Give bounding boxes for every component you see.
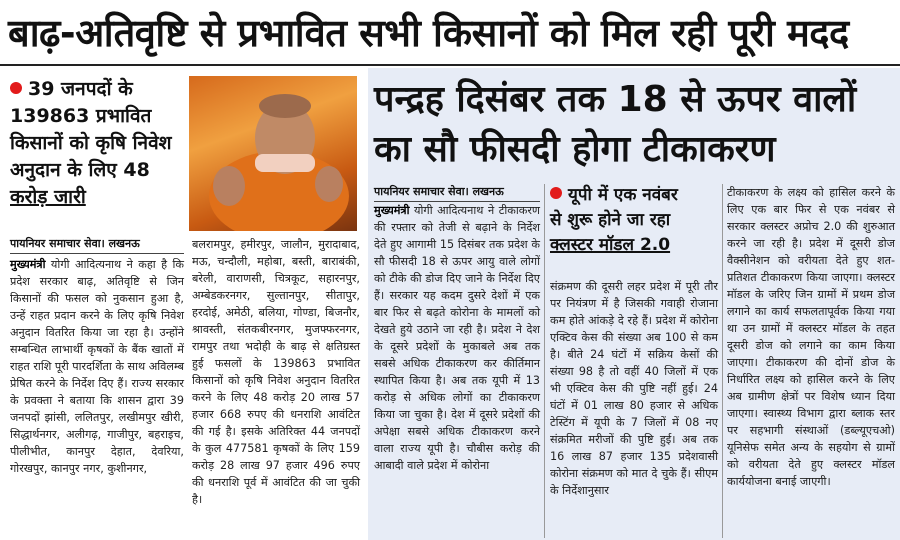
left-byline: पायनियर समाचार सेवा। लखनऊ bbox=[10, 236, 184, 254]
right-byline: पायनियर समाचार सेवा। लखनऊ bbox=[374, 184, 540, 202]
left-story-headline bbox=[10, 76, 184, 211]
right-subheadline bbox=[550, 183, 720, 258]
left-head-line-4: अनुदान के लिए 48 bbox=[10, 159, 150, 181]
bullet-icon bbox=[10, 82, 22, 94]
right-head-line-1: पन्द्रह दिसंबर तक 18 से ऊपर वालों bbox=[374, 79, 857, 120]
column-divider bbox=[544, 184, 545, 538]
right-col-2: संक्रमण की दूसरी लहर प्रदेश में पूरी तौर पर नियंत्रण में है जिसकी गवाही रोजाना कम होते आंकड़े दे रहे हैं। प्रदेश में कोरोना एक्टिव केस की संख्या अब 100 से कम है। बीते 24 घंटों में सक्रिय केसों की संख्या 98 है तो वहीं 40 जिलों में एक भी एक्टिव केस की पुष्टि नहीं हुई। 24 घंटों में 01 लाख 80 हजार से अधिक टेस्टिंग में यूपी के 7 जिलों में 08 नए संक्रमित मरीजों की पुष्टि हुई। अब तक 16 लाख 87 हजार 135 प्रदेशवासी कोरोना संक्रमण को मात दे चुके हैं। सीएम के निर्देशानुसार bbox=[550, 280, 718, 497]
left-col-2: बलरामपुर, हमीरपुर, जालौन, मुरादाबाद, मऊ, चन्दौली, महोबा, बस्ती, बाराबंकी, बरेली, वाराणसी, चित्रकूट, सहारनपुर, अम्बेडकरनगर, सुल्तानपुर, सीतापुर, हरदोई, अमेठी, बलिया, गोण्डा, बिजनौर, श्रावस्ती, संतकबीरनगर, मुजफ्फरनगर, रामपुर तथा भदोही के बाढ़ से क्षतिग्रस्त हुई फसलों के 139863 प्रभावित किसानों को कृषि निवेश अनुदान वितरित करने के लिए 48 करोड़ 20 लाख 57 हजार 668 रुपए की धनराशि आवंटित की गई है। इसके अतिरिक्त 44 जनपदों के कुल 477581 कृषकों के लिए 159 करोड़ 28 लाख 97 हजार 496 रुपए की धनराशि पूर्व में आवंटित की जा चुकी है। bbox=[192, 238, 360, 506]
right-story-headline bbox=[374, 75, 894, 175]
left-col1-text: योगी आदित्यनाथ ने कहा है कि प्रदेश सरकार बाढ़, अतिवृष्टि से जिन किसानों की फसल को नुकसान हुआ है, उन्हें राहत प्रदान करने के लिए कृषि निवेश अनुदान वितरित किया जा रहा है। उन्होंने सम्बन्धित लाभार्थी कृषकों के बैंक खातों में राहत राशि पूरी पारदर्शिता के साथ अविलम्ब प्रेषित करने के निर्देश दिए हैं। राज्य सरकार के प्रवक्ता ने बताया कि शासन द्वारा 39 जनपदों झांसी, ललितपुर, लखीमपुर खीरी, सिद्धार्थनगर, अलीगढ़, गाजीपुर, बहराइच, पीलीभीत, कानपुर देहात, देवरिया, गोरखपुर, कानपुर नगर, कुशीनगर, bbox=[10, 258, 184, 475]
right-head-line-2: का सौ फीसदी होगा टीकाकरण bbox=[374, 129, 776, 170]
page-headline: बाढ़-अतिवृष्टि से प्रभावित सभी किसानों को मिल रही पूरी मदद bbox=[8, 11, 849, 55]
right-col-1 bbox=[374, 202, 540, 474]
left-head-line-2: 139863 प्रभावित bbox=[10, 105, 152, 127]
left-head-line-1: 39 जनपदों के bbox=[10, 76, 184, 103]
left-col-1 bbox=[10, 256, 184, 477]
right-col1-text: योगी आदित्यनाथ ने टीकाकरण की रफ्तार को तेजी से बढ़ाने के निर्देश देते हुए आगामी 15 दिसंबर तक प्रदेश के सौ फीसदी 18 से ऊपर आयु वाले लोगों को टीके की डोज दिए जाने के निर्देश दिए हैं। सरकार यह कदम दुसरे देशों में एक बार फिर से बढ़ते कोरोना के मामलों को देखते हुये उठाने जा रही है। प्रदेश ने देश के दूसरे प्रदेशों के मुकाबले अब तक सबसे अधिक टीकाकरण कर कीर्तिमान स्थापित किया है। अब तक यूपी में 13 करोड़ से अधिक लोगों का टीकाकरण किया जा चुका है। देश में दूसरे प्रदेशों की अपेक्षा सबसे अधिक टीकाकरण करने वाला राज्य यूपी है। चौबीस करोड़ की आबादी वाले प्रदेश में कोरोना bbox=[374, 204, 540, 472]
subhead-line-3: क्लस्टर मॉडल 2.0 bbox=[550, 235, 671, 255]
person-photo-icon bbox=[189, 76, 357, 231]
left-head-line-5: करोड़ जारी bbox=[10, 186, 86, 208]
subhead-line-2: से शुरू होने जा रहा bbox=[550, 210, 671, 230]
left-col1-lead: मुख्यमंत्री bbox=[10, 258, 46, 271]
subhead-line-1: यूपी में एक नवंबर bbox=[550, 183, 720, 208]
right-col-3: टीकाकरण के लक्ष्य को हासिल करने के लिए एक बार फिर से एक नवंबर से सरकार क्लस्टर अप्रोच 2.0 की शुरुआत करने जा रही है। प्रदेश में दूसरी डोज वैक्सीनेशन को वरीयता देते हुए शत-प्रतिशत टीकाकरण किया जाएगा। क्लस्टर मॉडल के जरिए जिन ग्रामों में प्रथम डोज लगाने का कार्य सफलतापूर्वक किया गया था उन ग्रामों में क्लस्टर मॉडल के तहत दूसरी डोज को लगाने का काम किया जाएगा। टीकाकरण की दोनों डोज के निर्धारित लक्ष्य को हासिल करने के लिए अब ग्रामीण क्षेत्रों पर विशेष ध्यान दिया जाएगा। स्वास्थ्य विभाग द्वारा ब्लाक स्तर पर सहभागी संस्थाओं (डब्ल्यूएचओ) यूनिसेफ समेत अन्य के सहयोग से ग्रामों को वरीयता देते हुए क्लस्टर मॉडल कार्ययोजना बनाई जाएगी। bbox=[727, 186, 895, 488]
left-head-line-3: किसानों को कृषि निवेश bbox=[10, 132, 172, 154]
headline-rule bbox=[0, 64, 900, 66]
cm-photo bbox=[189, 76, 357, 231]
right-col1-lead: मुख्यमंत्री bbox=[374, 204, 410, 217]
column-divider bbox=[722, 184, 723, 538]
bullet-icon bbox=[550, 187, 562, 199]
